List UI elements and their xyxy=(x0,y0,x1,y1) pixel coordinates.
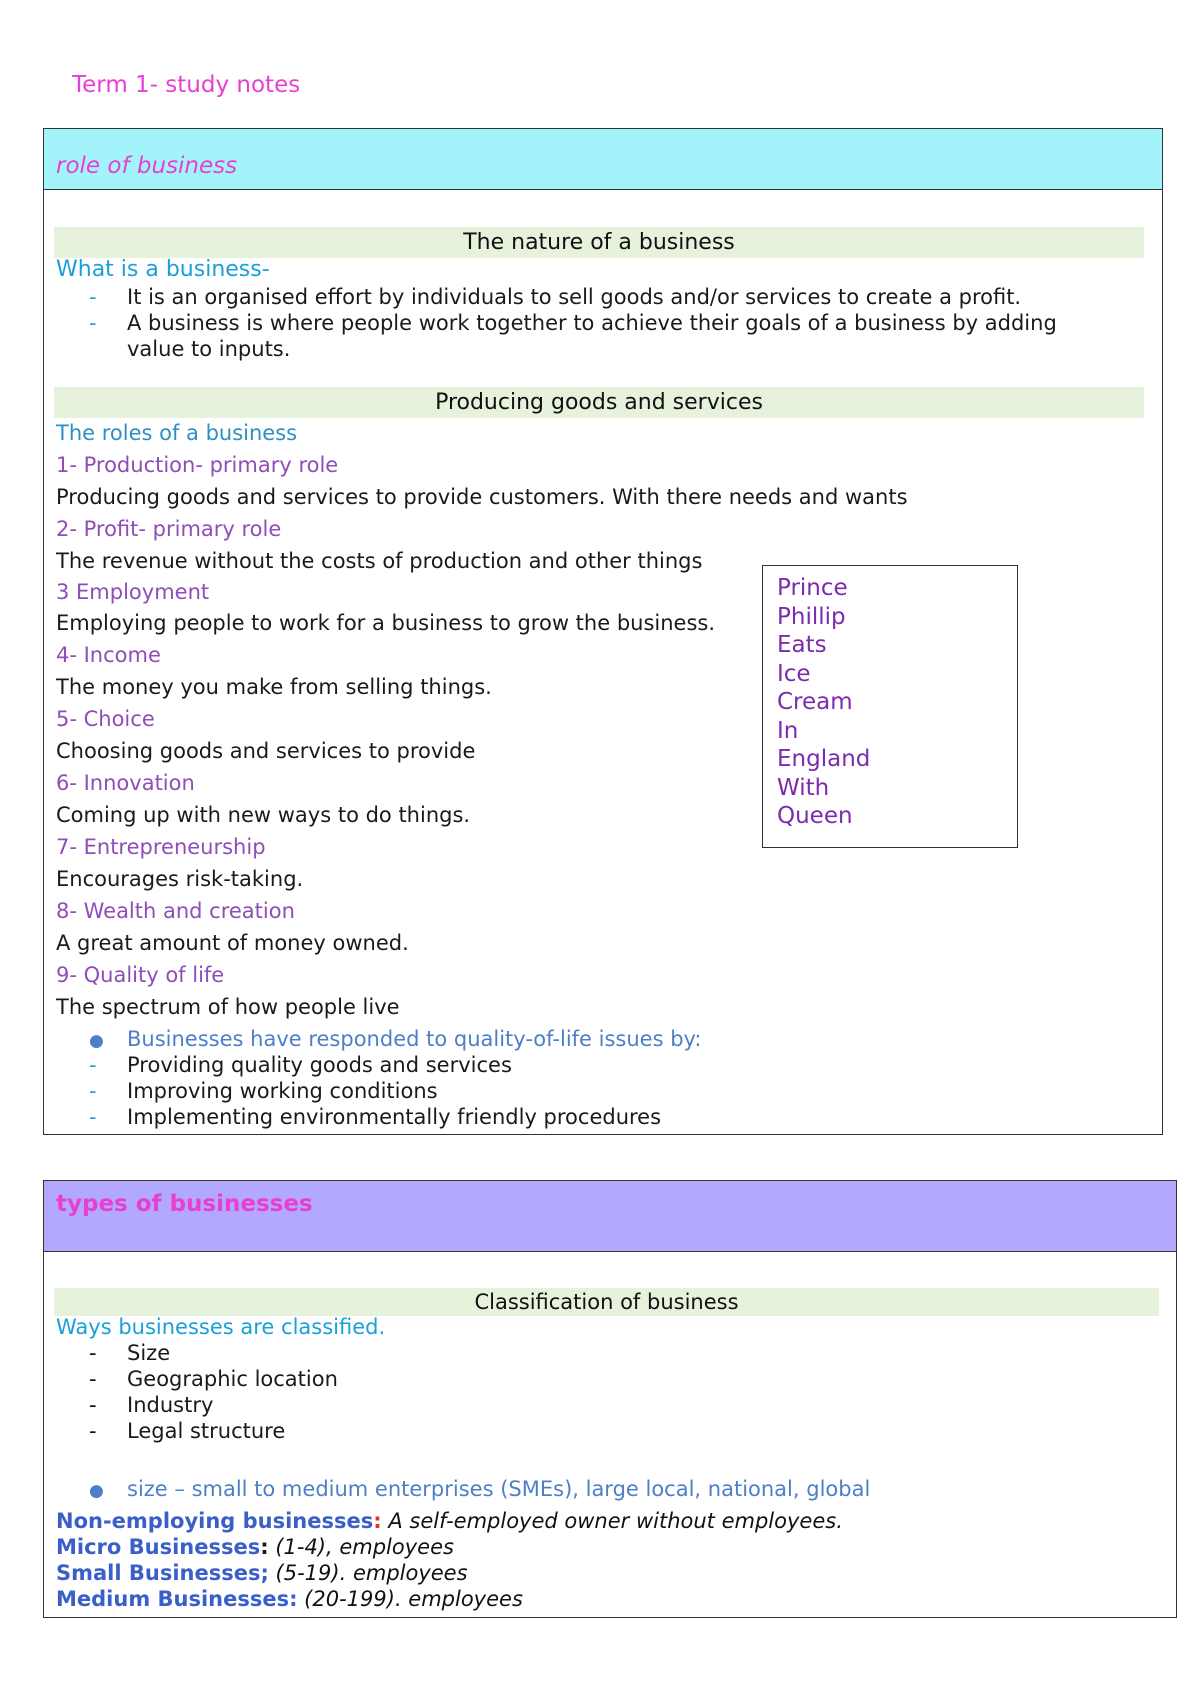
quality-bullet: ● Businesses have responded to quality-of-life issues by: xyxy=(89,1027,702,1051)
business-type: Small Businesses; (5-19). employees xyxy=(56,1561,468,1585)
mnemonic-word: With xyxy=(777,774,830,801)
what-heading: What is a business- xyxy=(56,257,270,282)
business-type: Micro Businesses: (1-4), employees xyxy=(56,1535,454,1559)
size-bullet: ● size – small to medium enterprises (SMEs), large local, national, global xyxy=(89,1477,871,1501)
classification-band: Classification of business xyxy=(54,1288,1159,1316)
role-label: 5- Choice xyxy=(56,707,155,731)
section-header xyxy=(44,1181,1176,1252)
page-title: Term 1- study notes xyxy=(72,72,301,98)
role-desc: The spectrum of how people live xyxy=(56,995,400,1019)
role-desc: A great amount of money owned. xyxy=(56,931,409,955)
role-label: 2- Profit- primary role xyxy=(56,517,282,541)
list-item-continued: value to inputs. xyxy=(127,337,291,361)
role-label: 9- Quality of life xyxy=(56,963,225,987)
role-desc: Employing people to work for a business to grow the business. xyxy=(56,611,716,635)
nature-band: The nature of a business xyxy=(54,227,1144,258)
types-of-businesses-section xyxy=(43,1180,1177,1618)
role-label: 3 Employment xyxy=(56,580,210,604)
mnemonic-word: Ice xyxy=(777,660,811,687)
producing-band: Producing goods and services xyxy=(54,387,1144,418)
business-type: Medium Businesses: (20-199). employees xyxy=(56,1587,523,1611)
mnemonic-word: Cream xyxy=(777,689,853,715)
role-label: 4- Income xyxy=(56,643,161,667)
mnemonic-word: Phillip xyxy=(777,603,846,630)
section-title: types of businesses xyxy=(56,1191,313,1217)
list-item: - Providing quality goods and services xyxy=(89,1053,512,1077)
list-item: - Size xyxy=(89,1341,171,1365)
roles-heading: The roles of a business xyxy=(56,421,298,445)
role-label: 7- Entrepreneurship xyxy=(56,835,266,859)
mnemonic-word: Eats xyxy=(777,632,827,658)
list-item: - Industry xyxy=(89,1393,214,1417)
role-desc: The money you make from selling things. xyxy=(56,675,492,699)
role-desc: Encourages risk-taking. xyxy=(56,867,304,891)
mnemonic-word: In xyxy=(777,717,799,744)
list-item: - Geographic location xyxy=(89,1367,338,1391)
mnemonic-word: Queen xyxy=(777,803,853,829)
section-title: role of business xyxy=(56,153,238,179)
role-desc: Producing goods and services to provide customers. With there needs and wants xyxy=(56,485,908,509)
role-label: 6- Innovation xyxy=(56,771,195,795)
ways-heading: Ways businesses are classified. xyxy=(56,1315,386,1339)
list-item: - Improving working conditions xyxy=(89,1079,438,1103)
mnemonic-word: England xyxy=(777,746,871,772)
list-item: - Legal structure xyxy=(89,1419,286,1443)
list-item: - It is an organised effort by individuals to sell goods and/or services to create a profit. xyxy=(89,285,1022,309)
mnemonic-word: Prince xyxy=(777,575,848,601)
business-type: Non-employing businesses: A self-employed owner without employees. xyxy=(56,1509,843,1533)
role-desc: Choosing goods and services to provide xyxy=(56,739,476,763)
role-desc: The revenue without the costs of production and other things xyxy=(56,549,703,573)
mnemonic-box xyxy=(762,565,1018,848)
section-header xyxy=(44,129,1162,190)
list-item: - A business is where people work together to achieve their goals of a business by adding xyxy=(89,311,1057,335)
role-label: 1- Production- primary role xyxy=(56,453,339,477)
role-desc: Coming up with new ways to do things. xyxy=(56,803,471,827)
role-label: 8- Wealth and creation xyxy=(56,899,295,923)
list-item: - Implementing environmentally friendly procedures xyxy=(89,1105,662,1129)
